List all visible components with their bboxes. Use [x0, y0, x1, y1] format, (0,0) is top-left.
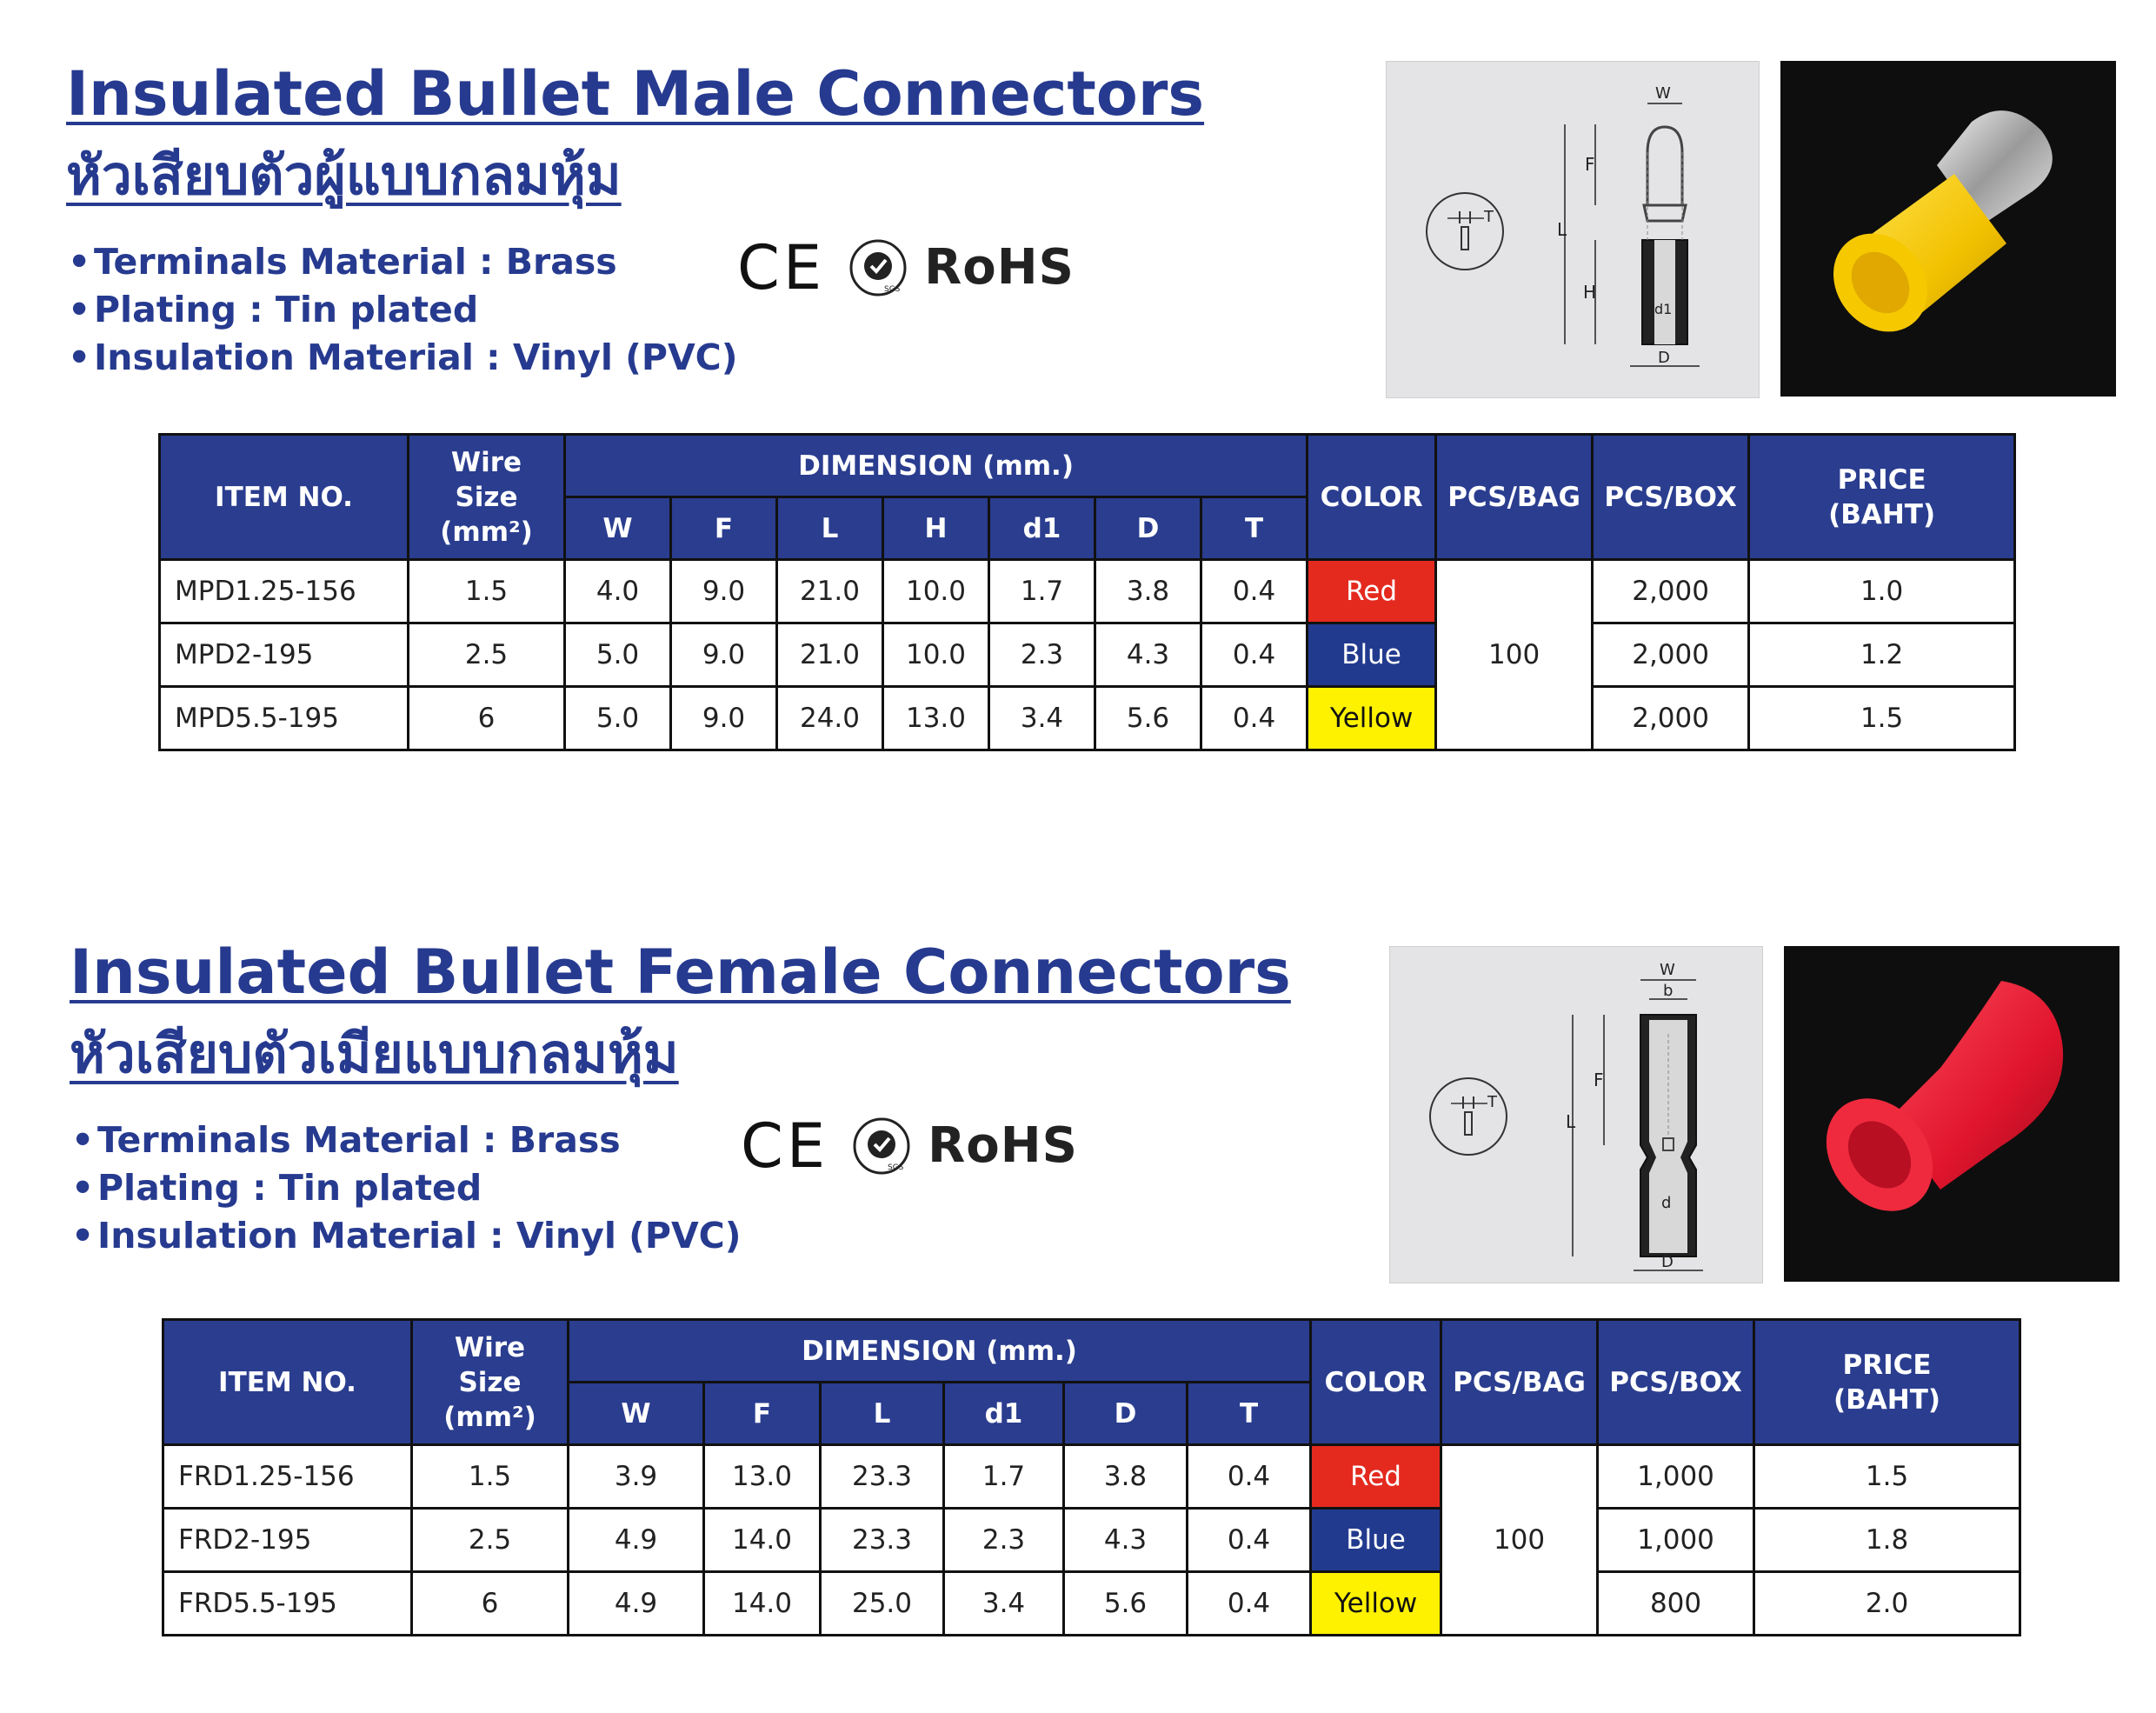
- svg-text:T: T: [1484, 208, 1494, 226]
- dim-cell: 3.4: [944, 1572, 1064, 1636]
- dim-cell: 0.4: [1188, 1445, 1311, 1509]
- male-cert-logos: [737, 233, 1075, 303]
- item-no-cell: FRD2-195: [163, 1509, 412, 1572]
- dim-cell: 1.7: [989, 560, 1095, 623]
- header-dimension: DIMENSION (mm.): [569, 1320, 1311, 1383]
- female-technical-drawing: [1389, 946, 1763, 1283]
- item-no-cell: MPD2-195: [160, 623, 409, 687]
- dim-cell: 25.0: [821, 1572, 944, 1636]
- color-cell: Blue: [1308, 623, 1436, 687]
- header-wire-size: Wire Size (mm²): [412, 1320, 569, 1445]
- header-dimension: DIMENSION (mm.): [565, 435, 1308, 497]
- dim-cell: 0.4: [1201, 560, 1308, 623]
- dim-cell: 23.3: [821, 1445, 944, 1509]
- header-dim-d1: d1: [989, 497, 1095, 560]
- header-dim-t: T: [1201, 497, 1308, 560]
- pcs-box-cell: 2,000: [1593, 687, 1749, 750]
- wire-size-cell: 2.5: [409, 623, 565, 687]
- male-section: [0, 0, 2156, 835]
- male-spec-table: [158, 433, 2016, 751]
- spec-item: •Terminals Material : Brass: [71, 1119, 621, 1161]
- female-title-th: หัวเสียบตัวเมียแบบกลมหุ้ม: [70, 1022, 679, 1085]
- price-cell: 1.5: [1754, 1445, 2020, 1509]
- pcs-box-cell: 800: [1598, 1572, 1754, 1636]
- svg-text:F: F: [1594, 1070, 1604, 1090]
- svg-text:W: W: [1660, 961, 1675, 979]
- female-product-photo: [1784, 946, 2119, 1282]
- svg-text:d: d: [1661, 1194, 1672, 1212]
- male-technical-drawing: [1386, 61, 1760, 398]
- header-price: PRICE (BAHT): [1749, 435, 2015, 560]
- table-row: [163, 1445, 2020, 1509]
- female-cert-logos: [741, 1111, 1078, 1181]
- dim-cell: 21.0: [777, 560, 883, 623]
- header-price: PRICE (BAHT): [1754, 1320, 2020, 1445]
- dim-cell: 4.9: [569, 1509, 704, 1572]
- female-title-en: Insulated Bullet Female Connectors: [70, 936, 1291, 1008]
- dim-cell: 5.6: [1064, 1572, 1188, 1636]
- wire-size-cell: 2.5: [412, 1509, 569, 1572]
- pcs-box-cell: 1,000: [1598, 1509, 1754, 1572]
- dim-cell: 9.0: [671, 623, 777, 687]
- pcs-bag-cell: 100: [1441, 1445, 1598, 1636]
- dim-cell: 3.8: [1064, 1445, 1188, 1509]
- sgs-certification-icon: [848, 237, 908, 298]
- svg-text:L: L: [1566, 1111, 1576, 1132]
- rohs-mark-logo: RoHS: [928, 1117, 1078, 1174]
- svg-text:SGS: SGS: [884, 285, 901, 294]
- header-item-no: ITEM NO.: [163, 1320, 412, 1445]
- female-spec-list: [71, 1116, 742, 1260]
- ce-mark-logo: CE: [741, 1110, 829, 1182]
- dim-cell: 3.9: [569, 1445, 704, 1509]
- dim-cell: 4.0: [565, 560, 671, 623]
- svg-text:D: D: [1661, 1253, 1674, 1271]
- table-row: [160, 623, 2015, 687]
- header-item-no: ITEM NO.: [160, 435, 409, 560]
- male-title-th: หัวเสียบตัวผู้แบบกลมหุ้ม: [66, 143, 622, 207]
- table-row: [160, 687, 2015, 750]
- dim-cell: 0.4: [1188, 1572, 1311, 1636]
- pcs-bag-cell: 100: [1436, 560, 1593, 750]
- dim-cell: 0.4: [1201, 687, 1308, 750]
- pcs-box-cell: 1,000: [1598, 1445, 1754, 1509]
- dim-cell: 2.3: [944, 1509, 1064, 1572]
- ce-mark-logo: CE: [737, 232, 826, 303]
- svg-text:F: F: [1585, 154, 1595, 175]
- dim-cell: 13.0: [704, 1445, 821, 1509]
- table-row: [163, 1572, 2020, 1636]
- svg-text:SGS: SGS: [888, 1163, 904, 1172]
- header-color: COLOR: [1308, 435, 1436, 560]
- dim-cell: 10.0: [883, 623, 989, 687]
- dim-cell: 5.0: [565, 687, 671, 750]
- color-cell: Yellow: [1311, 1572, 1441, 1636]
- spec-item: •Plating : Tin plated: [71, 1167, 482, 1209]
- header-pcs-bag: PCS/BAG: [1441, 1320, 1598, 1445]
- item-no-cell: FRD1.25-156: [163, 1445, 412, 1509]
- pcs-box-cell: 2,000: [1593, 623, 1749, 687]
- dim-cell: 1.7: [944, 1445, 1064, 1509]
- spec-item: •Insulation Material : Vinyl (PVC): [71, 1215, 742, 1256]
- header-dim-w: W: [565, 497, 671, 560]
- spec-item: •Terminals Material : Brass: [68, 241, 617, 283]
- header-dim-h: H: [883, 497, 989, 560]
- spec-item: •Insulation Material : Vinyl (PVC): [68, 337, 738, 378]
- svg-text:H: H: [1583, 282, 1597, 303]
- header-pcs-box: PCS/BOX: [1593, 435, 1749, 560]
- pcs-box-cell: 2,000: [1593, 560, 1749, 623]
- item-no-cell: MPD5.5-195: [160, 687, 409, 750]
- wire-size-cell: 1.5: [412, 1445, 569, 1509]
- dim-cell: 9.0: [671, 560, 777, 623]
- wire-size-cell: 6: [409, 687, 565, 750]
- dim-cell: 5.0: [565, 623, 671, 687]
- header-dim-w: W: [569, 1383, 704, 1445]
- price-cell: 1.2: [1749, 623, 2015, 687]
- dim-cell: 10.0: [883, 560, 989, 623]
- male-product-photo: [1780, 61, 2116, 397]
- table-row: [163, 1509, 2020, 1572]
- item-no-cell: MPD1.25-156: [160, 560, 409, 623]
- header-dim-d: D: [1064, 1383, 1188, 1445]
- dim-cell: 0.4: [1188, 1509, 1311, 1572]
- price-cell: 1.0: [1749, 560, 2015, 623]
- dim-cell: 24.0: [777, 687, 883, 750]
- color-cell: Yellow: [1308, 687, 1436, 750]
- dim-cell: 4.9: [569, 1572, 704, 1636]
- svg-text:L: L: [1557, 219, 1567, 240]
- dim-cell: 13.0: [883, 687, 989, 750]
- female-spec-table: [162, 1318, 2021, 1636]
- dim-cell: 3.4: [989, 687, 1095, 750]
- svg-text:W: W: [1655, 84, 1671, 103]
- header-dim-f: F: [671, 497, 777, 560]
- wire-size-cell: 1.5: [409, 560, 565, 623]
- svg-text:D: D: [1658, 349, 1670, 367]
- sgs-certification-icon: [851, 1116, 912, 1176]
- dim-cell: 0.4: [1201, 623, 1308, 687]
- color-cell: Blue: [1311, 1509, 1441, 1572]
- svg-text:b: b: [1663, 982, 1674, 1000]
- dim-cell: 14.0: [704, 1509, 821, 1572]
- header-dim-d: D: [1095, 497, 1201, 560]
- header-dim-l: L: [777, 497, 883, 560]
- price-cell: 1.5: [1749, 687, 2015, 750]
- header-dim-l: L: [821, 1383, 944, 1445]
- male-title-en: Insulated Bullet Male Connectors: [66, 58, 1205, 130]
- dim-cell: 5.6: [1095, 687, 1201, 750]
- dim-cell: 2.3: [989, 623, 1095, 687]
- dim-cell: 21.0: [777, 623, 883, 687]
- male-spec-list: [68, 238, 738, 382]
- dim-cell: 4.3: [1064, 1509, 1188, 1572]
- header-dim-f: F: [704, 1383, 821, 1445]
- dim-cell: 3.8: [1095, 560, 1201, 623]
- female-section: [0, 878, 2156, 1713]
- dim-cell: 23.3: [821, 1509, 944, 1572]
- price-cell: 1.8: [1754, 1509, 2020, 1572]
- header-pcs-box: PCS/BOX: [1598, 1320, 1754, 1445]
- header-pcs-bag: PCS/BAG: [1436, 435, 1593, 560]
- header-wire-size: Wire Size (mm²): [409, 435, 565, 560]
- color-cell: Red: [1308, 560, 1436, 623]
- dim-cell: 9.0: [671, 687, 777, 750]
- header-dim-t: T: [1188, 1383, 1311, 1445]
- item-no-cell: FRD5.5-195: [163, 1572, 412, 1636]
- price-cell: 2.0: [1754, 1572, 2020, 1636]
- svg-text:T: T: [1487, 1093, 1497, 1111]
- dim-cell: 14.0: [704, 1572, 821, 1636]
- color-cell: Red: [1311, 1445, 1441, 1509]
- spec-item: •Plating : Tin plated: [68, 289, 479, 330]
- header-dim-d1: d1: [944, 1383, 1064, 1445]
- rohs-mark-logo: RoHS: [924, 239, 1075, 296]
- dim-cell: 4.3: [1095, 623, 1201, 687]
- table-row: [160, 560, 2015, 623]
- header-color: COLOR: [1311, 1320, 1441, 1445]
- svg-text:d1: d1: [1654, 301, 1673, 317]
- wire-size-cell: 6: [412, 1572, 569, 1636]
